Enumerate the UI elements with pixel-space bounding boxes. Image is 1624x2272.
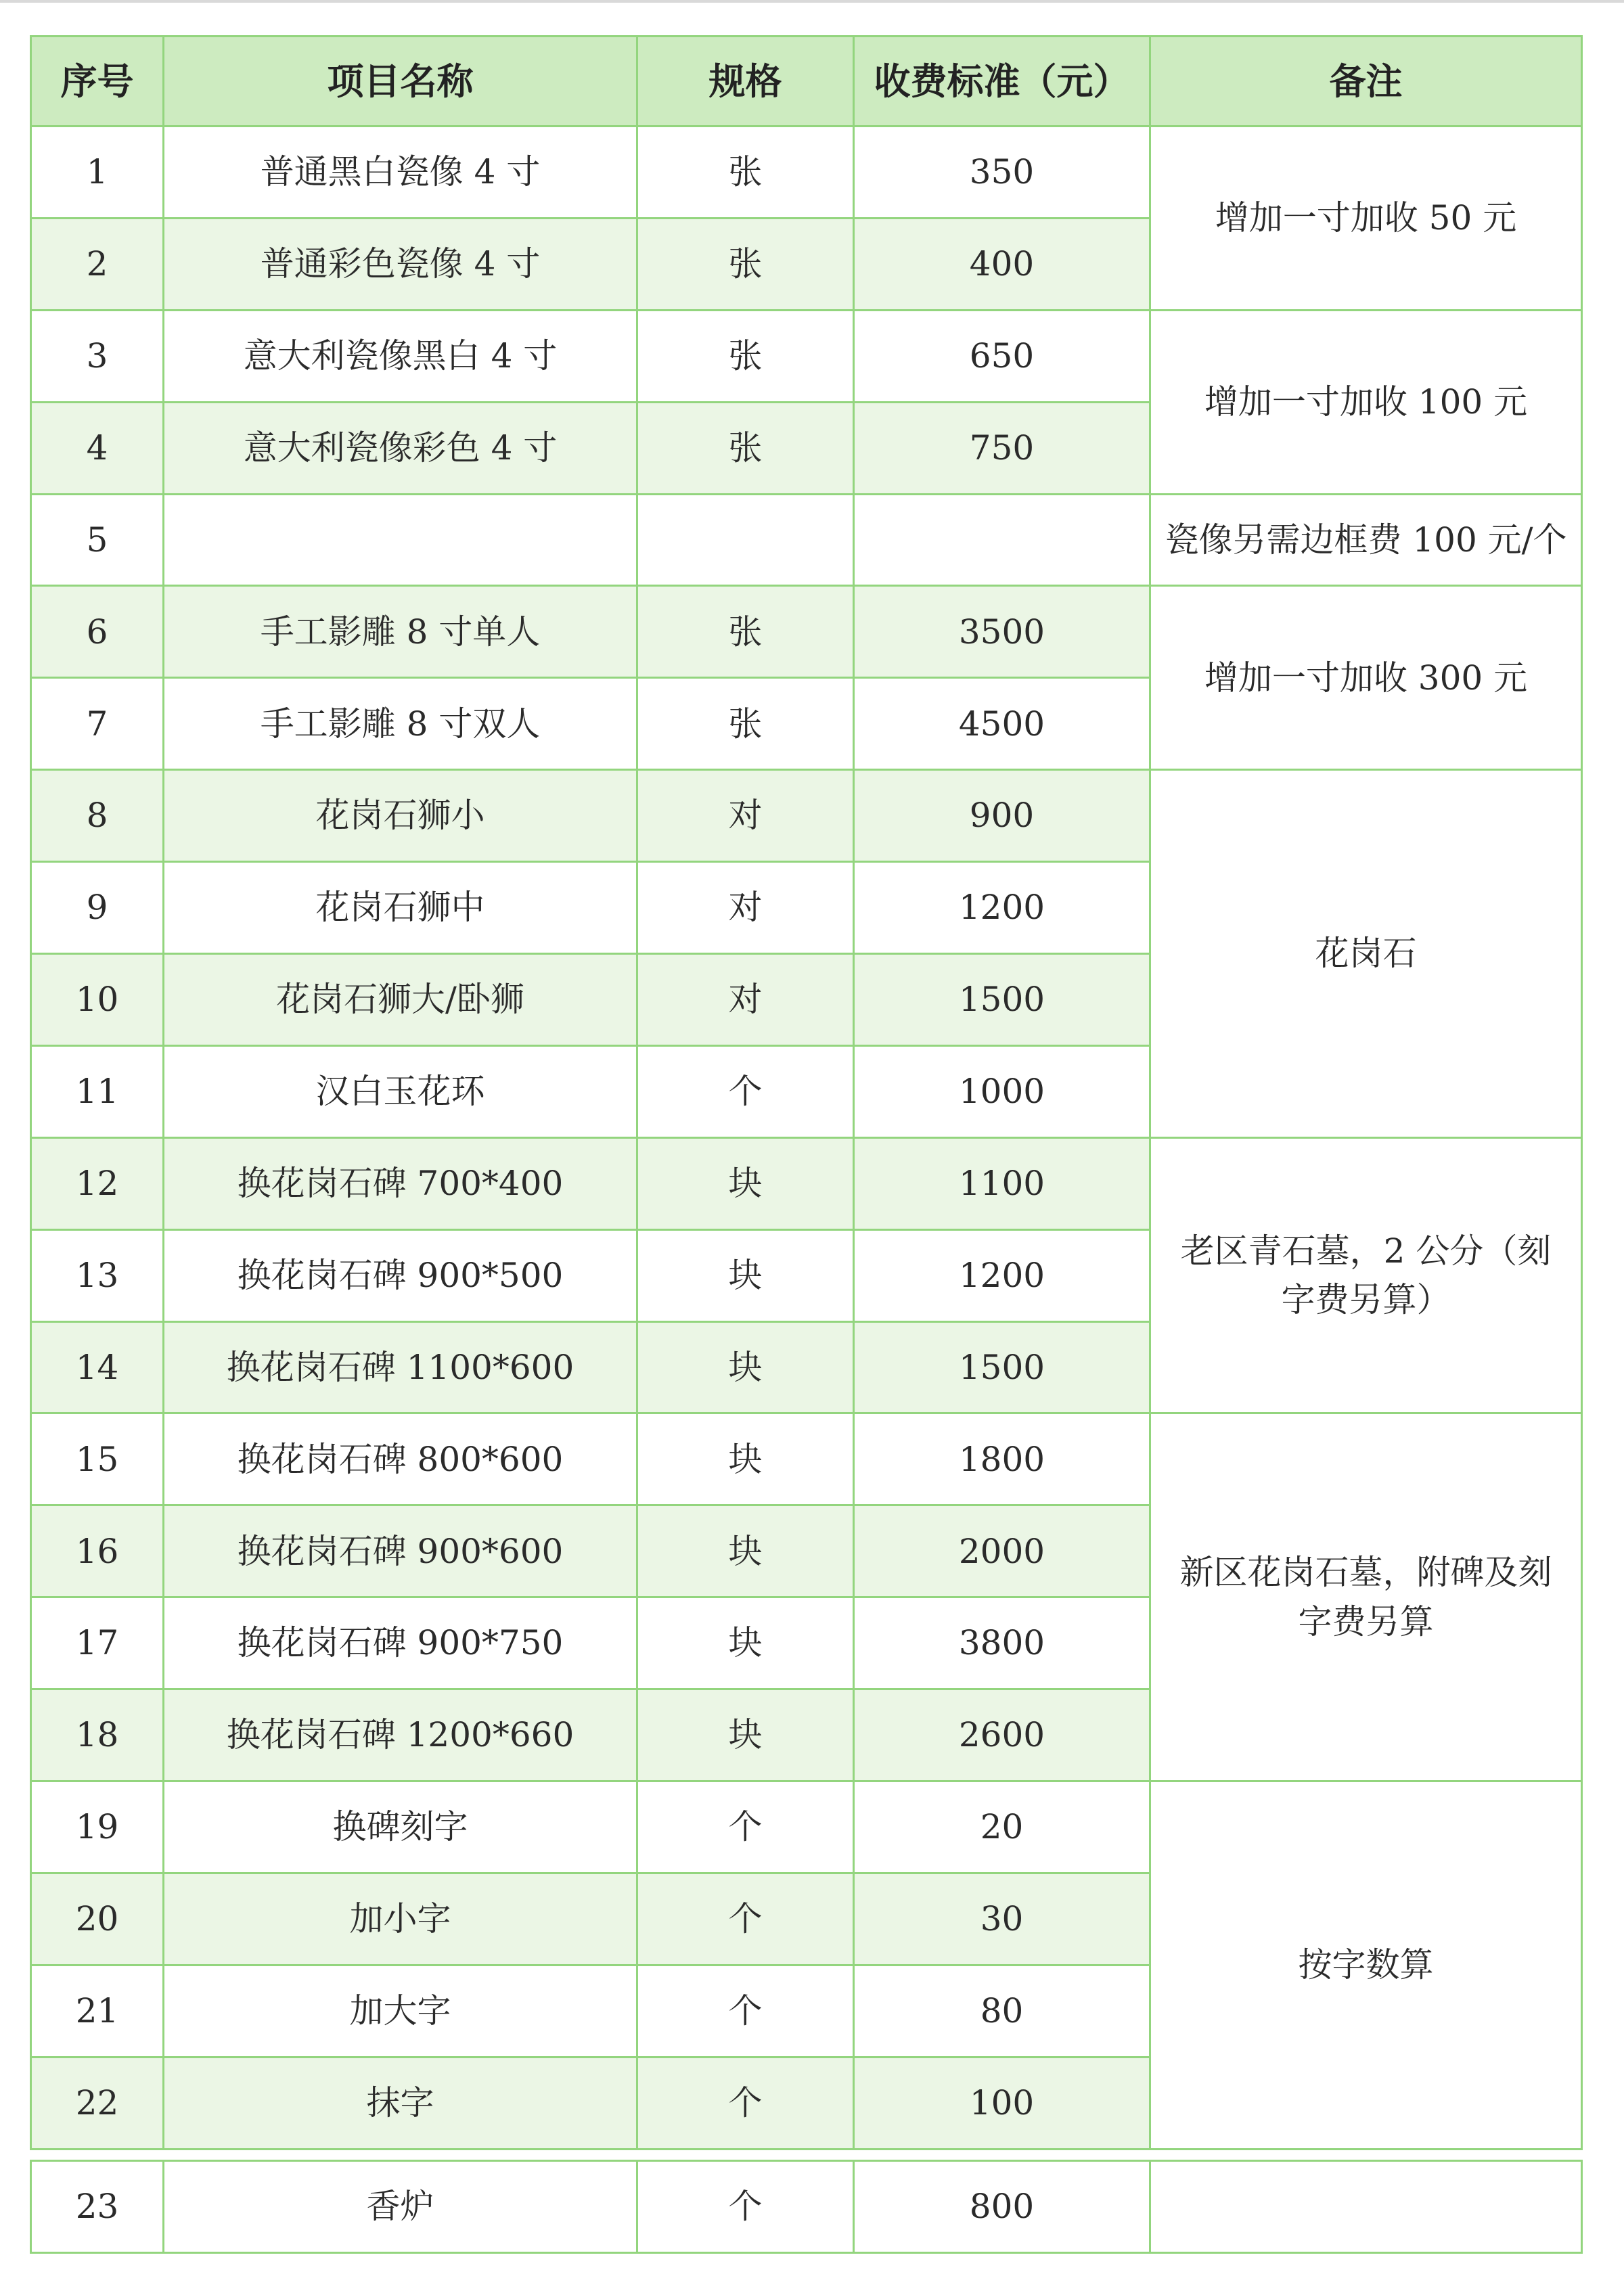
cell-spec: 张 xyxy=(637,218,854,310)
cell-name: 换花岗石碑 1200*660 xyxy=(164,1689,637,1781)
cell-name: 普通彩色瓷像 4 寸 xyxy=(164,218,637,310)
cell-seq: 9 xyxy=(31,862,164,954)
table-row xyxy=(31,310,1582,402)
cell-name: 普通黑白瓷像 4 寸 xyxy=(164,127,637,219)
cell-name: 换花岗石碑 800*600 xyxy=(164,1413,637,1505)
table-row xyxy=(31,2161,1582,2253)
header-fee: 收费标准（元） xyxy=(854,37,1150,127)
cell-note: 新区花岗石墓，附碑及刻字费另算 xyxy=(1150,1413,1582,1781)
cell-seq: 21 xyxy=(31,1965,164,2057)
table-row xyxy=(31,1137,1582,1229)
cell-note: 增加一寸加收 50 元 xyxy=(1150,127,1582,311)
cell-name: 换碑刻字 xyxy=(164,1781,637,1873)
cell-fee: 1000 xyxy=(854,1045,1150,1137)
cell-fee: 900 xyxy=(854,770,1150,862)
cell-seq: 10 xyxy=(31,954,164,1046)
cell-fee: 1200 xyxy=(854,1229,1150,1321)
cell-note xyxy=(1150,2161,1582,2253)
cell-note: 花岗石 xyxy=(1150,770,1582,1138)
cell-spec: 个 xyxy=(637,1781,854,1873)
cell-name: 换花岗石碑 700*400 xyxy=(164,1137,637,1229)
extra-table xyxy=(30,2160,1583,2254)
cell-fee: 1800 xyxy=(854,1413,1150,1505)
cell-fee: 100 xyxy=(854,2057,1150,2149)
cell-fee: 3500 xyxy=(854,586,1150,678)
table-row xyxy=(31,494,1582,586)
cell-seq: 11 xyxy=(31,1045,164,1137)
fee-rows xyxy=(31,127,1582,2150)
cell-name: 加大字 xyxy=(164,1965,637,2057)
cell-name: 花岗石狮小 xyxy=(164,770,637,862)
table-row xyxy=(31,770,1582,862)
cell-fee: 1500 xyxy=(854,1321,1150,1413)
cell-seq: 17 xyxy=(31,1597,164,1689)
cell-seq: 4 xyxy=(31,402,164,494)
cell-name: 抹字 xyxy=(164,2057,637,2149)
cell-fee: 350 xyxy=(854,127,1150,219)
cell-spec: 块 xyxy=(637,1413,854,1505)
cell-seq: 5 xyxy=(31,494,164,586)
cell-fee: 4500 xyxy=(854,678,1150,770)
cell-note: 增加一寸加收 300 元 xyxy=(1150,586,1582,770)
table-row xyxy=(31,586,1582,678)
header-seq: 序号 xyxy=(31,37,164,127)
cell-name: 手工影雕 8 寸单人 xyxy=(164,586,637,678)
cell-note: 增加一寸加收 100 元 xyxy=(1150,310,1582,494)
cell-fee: 20 xyxy=(854,1781,1150,1873)
cell-spec: 张 xyxy=(637,310,854,402)
cell-spec: 块 xyxy=(637,1229,854,1321)
header-name: 项目名称 xyxy=(164,37,637,127)
cell-spec: 张 xyxy=(637,678,854,770)
cell-name: 加小字 xyxy=(164,1873,637,1965)
cell-name: 换花岗石碑 1100*600 xyxy=(164,1321,637,1413)
cell-spec: 对 xyxy=(637,770,854,862)
table-row xyxy=(31,1781,1582,1873)
cell-seq: 15 xyxy=(31,1413,164,1505)
cell-note: 按字数算 xyxy=(1150,1781,1582,2150)
cell-fee xyxy=(854,494,1150,586)
cell-name: 意大利瓷像彩色 4 寸 xyxy=(164,402,637,494)
cell-fee: 1100 xyxy=(854,1137,1150,1229)
cell-seq: 3 xyxy=(31,310,164,402)
cell-name: 香炉 xyxy=(164,2161,637,2253)
cell-name xyxy=(164,494,637,586)
cell-spec: 块 xyxy=(637,1505,854,1597)
cell-seq: 18 xyxy=(31,1689,164,1781)
header-row xyxy=(31,37,1582,127)
cell-name: 换花岗石碑 900*750 xyxy=(164,1597,637,1689)
cell-fee: 2600 xyxy=(854,1689,1150,1781)
cell-fee: 30 xyxy=(854,1873,1150,1965)
cell-fee: 1200 xyxy=(854,862,1150,954)
cell-name: 花岗石狮中 xyxy=(164,862,637,954)
cell-name: 换花岗石碑 900*600 xyxy=(164,1505,637,1597)
cell-seq: 19 xyxy=(31,1781,164,1873)
cell-spec: 个 xyxy=(637,1045,854,1137)
cell-fee: 80 xyxy=(854,1965,1150,2057)
cell-name: 花岗石狮大/卧狮 xyxy=(164,954,637,1046)
cell-seq: 23 xyxy=(31,2161,164,2253)
cell-spec: 张 xyxy=(637,127,854,219)
cell-fee: 1500 xyxy=(854,954,1150,1046)
cell-note: 瓷像另需边框费 100 元/个 xyxy=(1150,494,1582,586)
cell-name: 意大利瓷像黑白 4 寸 xyxy=(164,310,637,402)
cell-fee: 800 xyxy=(854,2161,1150,2253)
cell-name: 汉白玉花环 xyxy=(164,1045,637,1137)
cell-spec: 对 xyxy=(637,954,854,1046)
cell-spec: 块 xyxy=(637,1689,854,1781)
cell-name: 换花岗石碑 900*500 xyxy=(164,1229,637,1321)
cell-spec xyxy=(637,494,854,586)
cell-spec: 个 xyxy=(637,2161,854,2253)
cell-note: 老区青石墓，2 公分（刻字费另算） xyxy=(1150,1137,1582,1413)
cell-seq: 6 xyxy=(31,586,164,678)
cell-spec: 个 xyxy=(637,1873,854,1965)
table-row xyxy=(31,127,1582,219)
header-note: 备注 xyxy=(1150,37,1582,127)
cell-seq: 7 xyxy=(31,678,164,770)
cell-seq: 8 xyxy=(31,770,164,862)
cell-seq: 14 xyxy=(31,1321,164,1413)
cell-seq: 12 xyxy=(31,1137,164,1229)
cell-fee: 3800 xyxy=(854,1597,1150,1689)
cell-spec: 块 xyxy=(637,1321,854,1413)
cell-seq: 16 xyxy=(31,1505,164,1597)
cell-spec: 张 xyxy=(637,402,854,494)
cell-fee: 650 xyxy=(854,310,1150,402)
cell-name: 手工影雕 8 寸双人 xyxy=(164,678,637,770)
table-row xyxy=(31,1413,1582,1505)
cell-spec: 块 xyxy=(637,1597,854,1689)
header-spec: 规格 xyxy=(637,37,854,127)
top-divider xyxy=(0,0,1624,3)
cell-spec: 个 xyxy=(637,2057,854,2149)
cell-spec: 对 xyxy=(637,862,854,954)
cell-seq: 13 xyxy=(31,1229,164,1321)
cell-fee: 2000 xyxy=(854,1505,1150,1597)
fee-table xyxy=(30,35,1583,2150)
cell-seq: 20 xyxy=(31,1873,164,1965)
cell-spec: 块 xyxy=(637,1137,854,1229)
cell-fee: 750 xyxy=(854,402,1150,494)
cell-seq: 2 xyxy=(31,218,164,310)
cell-seq: 22 xyxy=(31,2057,164,2149)
cell-spec: 张 xyxy=(637,586,854,678)
cell-spec: 个 xyxy=(637,1965,854,2057)
cell-seq: 1 xyxy=(31,127,164,219)
cell-fee: 400 xyxy=(854,218,1150,310)
